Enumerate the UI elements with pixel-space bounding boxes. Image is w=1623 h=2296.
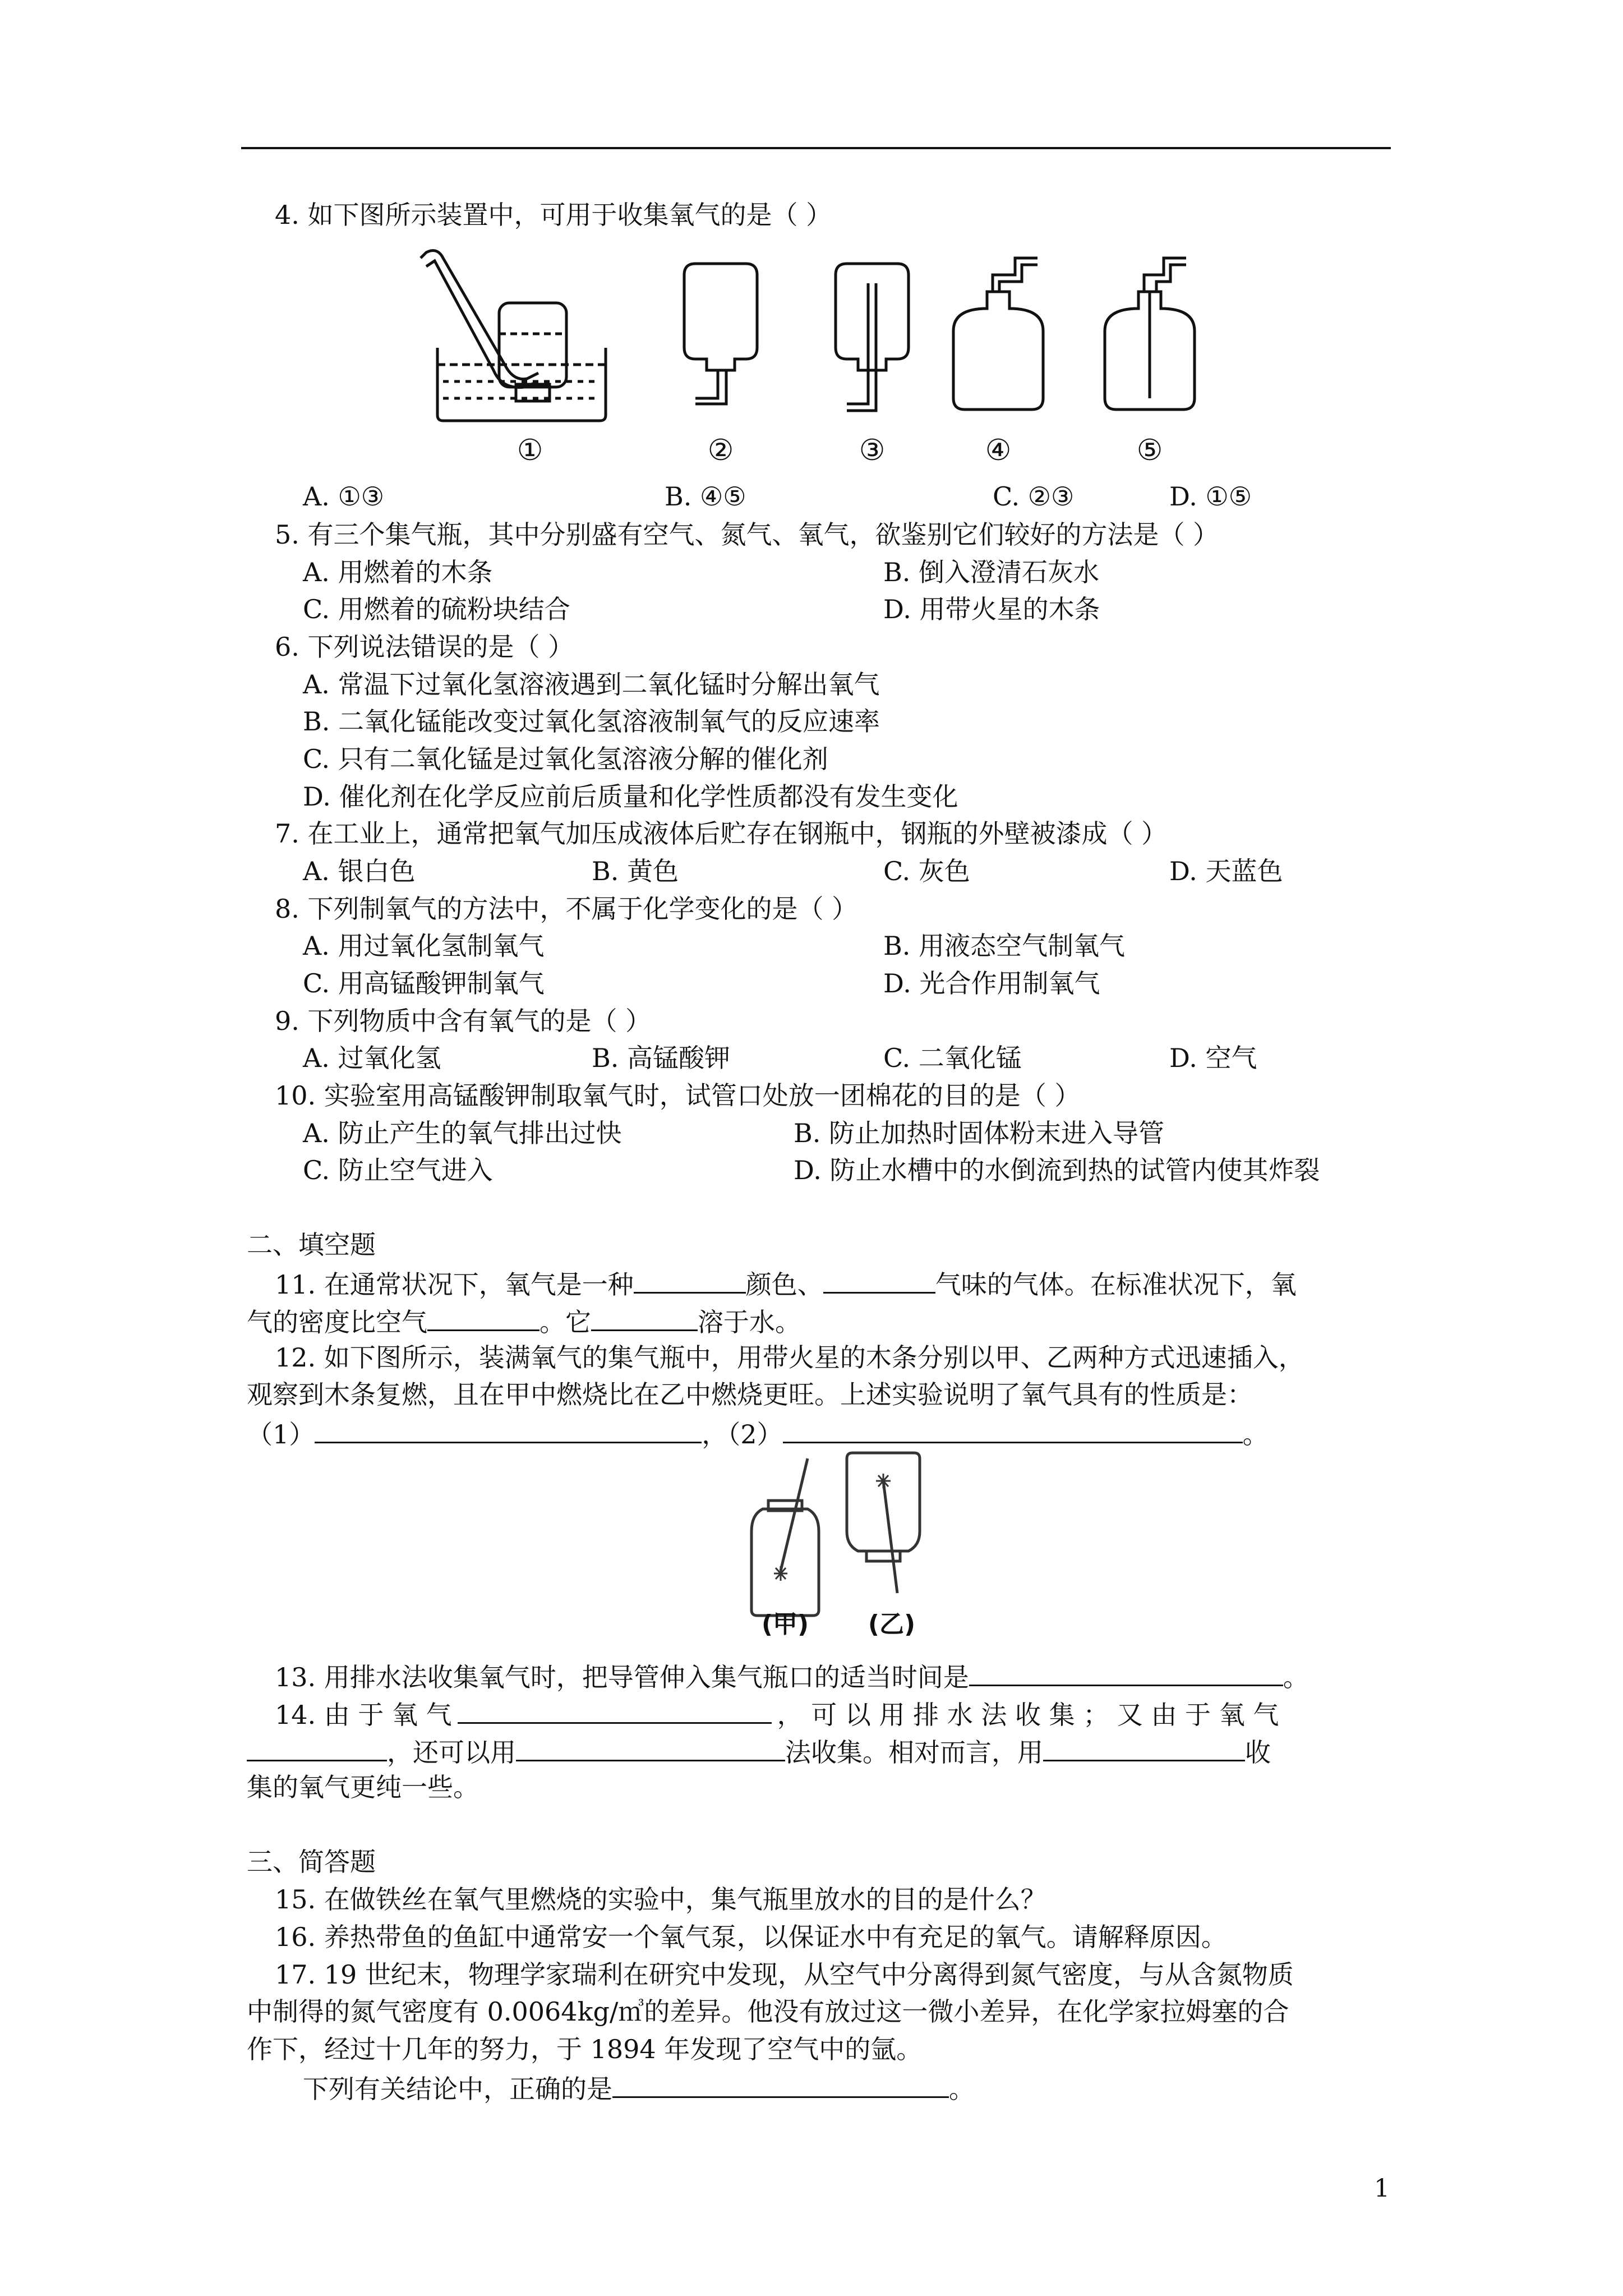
- q11-blank-3[interactable]: [427, 1307, 540, 1331]
- q12-blank-1[interactable]: [315, 1419, 702, 1443]
- apparatus-label-3: ③: [859, 434, 886, 467]
- q4-option-d: D. ①⑤: [1169, 481, 1252, 512]
- q11-line-1: 11. 在通常状况下，氧气是一种 颜色、 气味的气体。在标准状况下，氧: [275, 1269, 1297, 1300]
- jar-jia-icon: [751, 1458, 819, 1616]
- jar-label-jia: (甲): [761, 1610, 809, 1638]
- apparatus-3-icon: [836, 264, 909, 411]
- q5-option-a: A. 用燃着的木条: [303, 557, 493, 587]
- q12-line-1: 12. 如下图所示，装满氧气的集气瓶中，用带火星的木条分别以甲、乙两种方式迅速插入，: [275, 1342, 1304, 1373]
- q4-option-b: B. ④⑤: [665, 481, 746, 512]
- q5-option-c: C. 用燃着的硫粉块结合: [303, 594, 570, 624]
- q7-option-a: A. 银白色: [303, 856, 416, 886]
- q14-blank-2[interactable]: [247, 1737, 387, 1761]
- section-short-answer-heading: 三、简答题: [247, 1847, 376, 1877]
- page-number: 1: [1374, 2174, 1390, 2203]
- jar-yi-icon: [847, 1453, 920, 1593]
- q11-blank-1[interactable]: [634, 1269, 746, 1294]
- q12-line-3: （1） ，（2） 。: [247, 1419, 1269, 1450]
- q17-line-3: 作下，经过十几年的努力，于 1894 年发现了空气中的氩。: [247, 2034, 923, 2064]
- q17-line-4: 下列有关结论中，正确的是 。: [303, 2074, 975, 2104]
- q14-line-1: 14. 由 于 氧 气 ， 可 以 用 排 水 法 收 集 ； 又 由 于 氧 气: [275, 1700, 1279, 1730]
- q15-text: 15. 在做铁丝在氧气里燃烧的实验中，集气瓶里放水的目的是什么？: [275, 1884, 1046, 1915]
- q7-stem: 7. 在工业上，通常把氧气加压成液体后贮存在钢瓶中，钢瓶的外壁被漆成（ ）: [275, 818, 1168, 849]
- apparatus-label-1: ①: [517, 434, 543, 467]
- q14-blank-1[interactable]: [458, 1700, 772, 1724]
- q7-option-b: B. 黄色: [592, 856, 679, 886]
- q7-option-d: D. 天蓝色: [1169, 856, 1283, 886]
- q9-option-a: A. 过氧化氢: [303, 1043, 441, 1073]
- apparatus-label-2: ②: [707, 434, 734, 467]
- q10-stem: 10. 实验室用高锰酸钾制取氧气时，试管口处放一团棉花的目的是（ ）: [275, 1080, 1081, 1111]
- q9-option-d: D. 空气: [1169, 1043, 1257, 1073]
- q4-option-a: A. ①③: [303, 481, 384, 512]
- q11-blank-4[interactable]: [591, 1307, 698, 1331]
- q4-apparatus-figure: [404, 236, 1413, 505]
- q13-line: 13. 用排水法收集氧气时，把导管伸入集气瓶口的适当时间是 。: [275, 1662, 1309, 1692]
- apparatus-label-5: ⑤: [1136, 434, 1163, 467]
- q11-blank-2[interactable]: [823, 1269, 935, 1294]
- q14-blank-4[interactable]: [1043, 1737, 1245, 1761]
- q7-option-c: C. 灰色: [883, 856, 970, 886]
- q8-option-d: D. 光合作用制氧气: [883, 968, 1100, 999]
- q16-text: 16. 养热带鱼的鱼缸中通常安一个氧气泵，以保证水中有充足的氧气。请解释原因。: [275, 1922, 1227, 1952]
- q10-option-a: A. 防止产生的氧气排出过快: [303, 1118, 622, 1148]
- q4-stem: 4. 如下图所示装置中，可用于收集氧气的是（ ）: [275, 200, 832, 230]
- section-fill-in-heading: 二、填空题: [247, 1230, 376, 1260]
- q8-option-b: B. 用液态空气制氧气: [883, 931, 1126, 961]
- apparatus-label-4: ④: [985, 434, 1012, 467]
- header-rule: [241, 147, 1391, 149]
- q8-option-c: C. 用高锰酸钾制氧气: [303, 968, 545, 999]
- apparatus-2-icon: [684, 264, 757, 404]
- q17-blank[interactable]: [612, 2074, 949, 2098]
- apparatus-4-icon: [953, 258, 1043, 409]
- q12-blank-2[interactable]: [783, 1419, 1243, 1443]
- q8-stem: 8. 下列制氧气的方法中，不属于化学变化的是（ ）: [275, 894, 858, 924]
- apparatus-5-icon: [1105, 258, 1195, 409]
- q4-option-c: C. ②③: [993, 481, 1075, 512]
- q6-option-c: C. 只有二氧化锰是过氧化氢溶液分解的催化剂: [303, 744, 828, 774]
- q9-stem: 9. 下列物质中含有氧气的是（ ）: [275, 1006, 652, 1036]
- q11-line-2: 气的密度比空气 。它 溶于水。: [247, 1307, 801, 1337]
- q13-blank[interactable]: [969, 1662, 1283, 1686]
- q14-blank-3[interactable]: [516, 1737, 785, 1761]
- q5-option-d: D. 用带火星的木条: [883, 594, 1100, 624]
- q17-line-1: 17. 19 世纪末，物理学家瑞利在研究中发现，从空气中分离得到氮气密度，与从含氮物质: [275, 1959, 1294, 1990]
- q9-option-c: C. 二氧化锰: [883, 1043, 1022, 1073]
- q5-stem: 5. 有三个集气瓶，其中分别盛有空气、氮气、氧气，欲鉴别它们较好的方法是（ ）: [275, 519, 1219, 550]
- apparatus-1-icon: [421, 251, 606, 421]
- q10-option-d: D. 防止水槽中的水倒流到热的试管内使其炸裂: [794, 1155, 1320, 1185]
- q17-line-2: 中制得的氮气密度有 0.0064kg/㎥的差异。他没有放过这一微小差异，在化学家拉姆塞的合: [247, 1996, 1289, 2027]
- q10-option-b: B. 防止加热时固体粉末进入导管: [794, 1118, 1165, 1148]
- q10-option-c: C. 防止空气进入: [303, 1155, 493, 1185]
- q14-line-2: ，还可以用 法收集。相对而言，用 收: [247, 1737, 1271, 1765]
- q12-line-2: 观察到木条复燃，且在甲中燃烧比在乙中燃烧更旺。上述实验说明了氧气具有的性质是：: [247, 1379, 1253, 1410]
- jar-label-yi: (乙): [868, 1610, 916, 1638]
- q9-option-b: B. 高锰酸钾: [592, 1043, 731, 1073]
- q5-option-b: B. 倒入澄清石灰水: [883, 557, 1100, 587]
- q12-jar-figure: [729, 1447, 1021, 1638]
- q6-option-d: D. 催化剂在化学反应前后质量和化学性质都没有发生变化: [303, 781, 958, 812]
- q6-stem: 6. 下列说法错误的是（ ）: [275, 632, 574, 662]
- q6-option-a: A. 常温下过氧化氢溶液遇到二氧化锰时分解出氧气: [303, 669, 880, 700]
- q14-line-3: 集的氧气更纯一些。: [247, 1772, 479, 1802]
- q8-option-a: A. 用过氧化氢制氧气: [303, 931, 545, 961]
- q6-option-b: B. 二氧化锰能改变过氧化氢溶液制氧气的反应速率: [303, 706, 880, 737]
